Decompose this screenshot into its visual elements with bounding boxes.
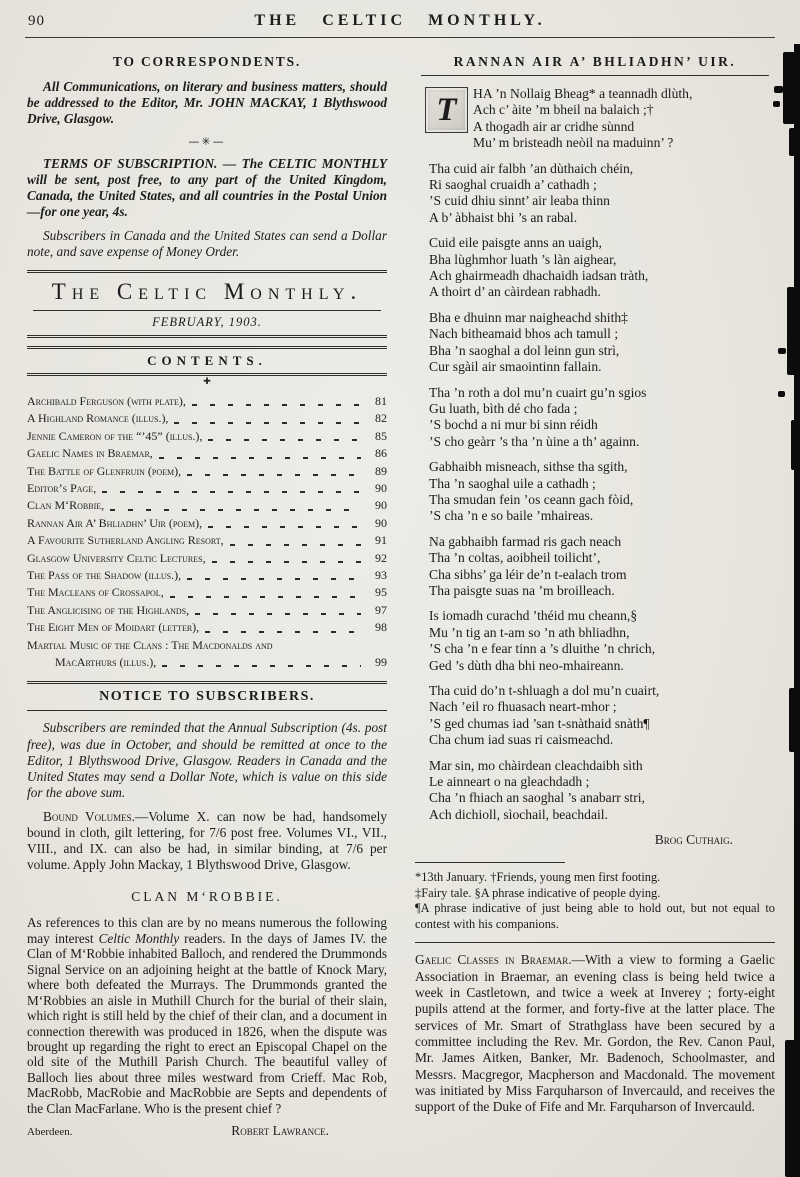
poem-stanza [429, 161, 775, 227]
poem-line: ’S bochd a ni mur bi sinn réidh [429, 417, 598, 433]
footnote-line: ¶A phrase indicative of just being able to hold out, but not equal to contest with his companions. [415, 901, 775, 931]
poem-line: Bha lùghmhor luath ’s làn aighear, [429, 251, 617, 267]
contents-item-title: The Macleans of Crossapol, [27, 585, 164, 600]
poem-line: Tha smudan fein ’os ceann gach fòid, [429, 491, 634, 507]
contents-item [27, 393, 387, 410]
correspondents-heading: TO CORRESPONDENTS. [112, 54, 302, 69]
footnotes [415, 870, 775, 932]
poem-line: A b’ àbhaist bhi ’s an rabal. [429, 209, 578, 225]
page-number: 90 [28, 13, 45, 29]
toc-dash-leader [174, 422, 361, 424]
gaelic-classes-paragraph [415, 952, 775, 1115]
poem-line: Ach dichioll, sìochail, beachdail. [429, 806, 608, 822]
poem-heading: RANNAN AIR A’ BHLIADHN’ UIR. [421, 54, 769, 76]
clan-article-body [27, 915, 387, 1116]
contents-item [27, 463, 387, 480]
poem-line: Na gabhaibh farmad ris gach neach [429, 533, 622, 549]
clan-footer [27, 1123, 387, 1139]
contents-item [27, 584, 387, 601]
cross-ornament: ✚ [203, 376, 211, 387]
masthead-issue-date: FEBRUARY, 1903. [152, 314, 262, 329]
poem-stanza [429, 758, 775, 824]
toc-dash-leader [110, 509, 361, 511]
contents-page-number: 86 [375, 446, 387, 461]
poem-line: ’S cuid dhiu sinnt’ air leaba thinn [429, 193, 610, 209]
poem-line: Bha ’n saoghal a dol leinn gun strì, [429, 342, 620, 358]
scan-artifact [785, 1040, 800, 1177]
contents-item-title: Archibald Ferguson (with plate), [27, 393, 186, 408]
contents-item [27, 480, 387, 497]
poem-line: Is iomadh curachd ’théid mu cheann,§ [429, 608, 638, 624]
toc-dash-leader [208, 439, 361, 441]
notice-reminder: Subscribers are reminded that the Annual Subscription (4s. post free), was due in October, and should be remitted at once to the Editor, 1 Blythswood Drive, Glasgow. Readers in Canada and the United States may send a Dollar Note, which is value on this side for the above sum. [27, 720, 387, 801]
poem-line: HA ’n Nollaig Bheag* a teannadh dlùth, [473, 86, 693, 101]
contents-page-number: 90 [375, 481, 387, 495]
contents-item-title: A Highland Romance (illus.), [27, 411, 169, 426]
contents-page-number: 90 [375, 515, 387, 530]
contents-item-title: Jennie Cameron of the “’45” (illus.), [27, 428, 203, 443]
section-divider-rule [415, 942, 775, 943]
poem-line: Ach c’ àite ’m bheil na balaich ;† [473, 102, 654, 118]
poem-line: Tha paisgte suas na ’m broilleach. [429, 582, 615, 598]
footnote-line: ‡Fairy tale. §A phrase indicative of people dying. [415, 885, 661, 900]
poem-stanza [429, 608, 775, 674]
journal-title: THE CELTIC MONTHLY. [254, 12, 546, 29]
contents-item [27, 515, 387, 532]
footnote-rule [415, 862, 565, 863]
toc-dash-leader [102, 491, 361, 493]
contents-item [27, 445, 387, 462]
poem-author-signature: Brog Cuthaig. [654, 832, 733, 848]
scan-artifact [791, 420, 800, 470]
contents-item-title: The Battle of Glenfruin (poem), [27, 463, 182, 478]
notice-heading: NOTICE TO SUBSCRIBERS. [27, 689, 387, 711]
contents-item-title: The Pass of the Shadow (illus.), [27, 568, 182, 583]
contents-page-number: 85 [375, 428, 387, 443]
poem-stanza [429, 86, 775, 152]
contents-page-number: 92 [375, 550, 387, 565]
toc-dash-leader [230, 544, 361, 546]
page-columns [0, 38, 800, 1139]
poem-body [415, 86, 775, 823]
contents-item-title: A Favourite Sutherland Angling Resort, [27, 533, 224, 548]
poem-line: ’S ged chumas iad ’san t-snàthaid snàth¶ [429, 715, 650, 731]
contents-section [27, 346, 387, 676]
bound-volumes-paragraph [27, 809, 387, 874]
toc-dash-leader [187, 474, 361, 476]
news-section [415, 952, 775, 1115]
contents-list [27, 393, 387, 676]
poem-line: Cuid eile paisgte anns an uaigh, [429, 235, 602, 251]
contents-item-title: Editor’s Page, [27, 481, 97, 495]
contents-page-number: 93 [375, 568, 387, 583]
contents-item [27, 567, 387, 584]
poem-stanza [429, 534, 775, 600]
poem-section [415, 54, 775, 848]
poem-stanza [429, 459, 775, 525]
divider-ornament: —✳— [188, 134, 226, 148]
scan-artifact [789, 688, 800, 752]
clan-section [27, 889, 387, 1139]
contents-heading: CONTENTS. [147, 352, 267, 368]
page-header [0, 0, 800, 32]
gaelic-classes-lead: Gaelic Classes in Braemar. [415, 952, 572, 968]
contents-item [27, 532, 387, 549]
contents-item [27, 654, 387, 671]
scan-artifact [774, 86, 783, 93]
poem-line: Tha ’n roth a dol mu’n cuairt gu’n sgios [429, 384, 647, 400]
contents-item-title: Gaelic Names in Braemar, [27, 446, 153, 461]
notice-section [27, 681, 387, 873]
poem-line: Ged ’s dùth dha bhi neo-mhaireann. [429, 657, 624, 673]
masthead [27, 270, 387, 338]
scan-artifact [787, 287, 800, 375]
left-column [27, 50, 387, 1139]
poem-line: Mu ’n tig an t-am so ’n ath bhliadhn, [429, 624, 630, 640]
contents-page-number: 98 [375, 620, 387, 635]
poem-line: Tha ’n saoghal uile a cathadh ; [429, 475, 596, 491]
bound-volumes-lead: Bound Volumes. [43, 808, 135, 824]
poem-line: Cha sibhs’ ga léir de’n t-ealach trom [429, 566, 627, 582]
toc-dash-leader [195, 613, 361, 615]
contents-item-first-line: Martial Music of the Clans : The Macdonalds and [27, 637, 273, 652]
contents-item-title: Glasgow University Celtic Lectures, [27, 550, 206, 565]
poem-line: Cha ’n fhiach an saoghal ’s anabarr stri, [429, 790, 645, 806]
contents-page-number: 90 [375, 498, 387, 513]
toc-dash-leader [192, 404, 361, 406]
contents-item-title: MacArthurs (illus.), [55, 655, 157, 670]
poem-line: Mar sin, mo chàirdean cleachdaibh sìth [429, 757, 643, 773]
clan-body-pre: As references to this clan are by no means numerous the following may interest [27, 915, 387, 946]
contents-page-number: 95 [375, 585, 387, 600]
dropcap-letter: T [436, 92, 457, 128]
poem-stanza [429, 235, 775, 301]
correspondents-section [27, 54, 387, 260]
scan-artifact [783, 52, 800, 124]
clan-body-post: readers. In the days of James IV. the Clan of M‘Robbie inhabited Balloch, and rendered the Drummonds Signal Service on an adjoining height at the battle of Knock Mary, where both defeated the Murrays. The Drummonds granted the M‘Robbies an aisle in Muthill Church for the burial of their slain, which right is still held by the chief of their clan, and a document in connection therewith was produced in 1826, when the dispute was brought up regarding the right to erect an Episcopal Chapel on the old site of the Muthill Parish Church. The beautiful valley of Balloch lies about three miles westward from Crieff. Mac Rob, MacRobb, MacRobie and MacRobbie are Septs and dependents of the Clan MacFarlane. Who is the present chief ? [27, 930, 387, 1116]
poem-line: ’S cha ’n e so baile ’mhaireas. [429, 508, 594, 524]
contents-page-number: 81 [375, 393, 387, 408]
contents-item-title: Rannan Air A’ Bhliadhn’ Uir (poem), [27, 515, 203, 530]
masthead-title: The Celtic Monthly. [33, 279, 381, 311]
toc-dash-leader [170, 596, 361, 598]
contents-page-number: 91 [375, 533, 387, 548]
contents-page-number: 97 [375, 602, 387, 617]
contents-item [27, 428, 387, 445]
clan-body-emphasis: Celtic Monthly [98, 930, 180, 946]
contents-item [27, 550, 387, 567]
contents-item-title: Clan M‘Robbie, [27, 498, 105, 513]
clan-heading: CLAN M‘ROBBIE. [131, 889, 283, 905]
scan-artifact [778, 391, 785, 397]
contents-item [27, 602, 387, 619]
toc-dash-leader [205, 631, 361, 633]
poem-line: Le ainneart o na gleachdadh ; [429, 774, 590, 790]
poem-stanzas [429, 86, 775, 823]
bound-volumes-body: —Volume X. can now be had, handsomely bound in cloth, gilt lettering, for 7/6 post free. Volumes VI., VII., VIII., and IX. can also be had, in similar binding, at 7/6 per volume. Apply John Mackay, 1 Blythswood Drive, Glasgow. [27, 808, 387, 873]
correspondents-address: All Communications, on literary and business matters, should be addressed to the Editor, Mr. JOHN MACKAY, 1 Blythswood Drive, Glasgow. [27, 79, 387, 127]
poem-line: Nach bitheamaid bhos ach tamull ; [429, 326, 619, 342]
right-column [415, 50, 775, 1123]
contents-rule [27, 373, 387, 376]
poem-line: Gu luath, bìth dé cho fada ; [429, 400, 578, 416]
contents-page-number: 82 [375, 411, 387, 426]
poem-stanza [429, 385, 775, 451]
toc-dash-leader [162, 665, 361, 667]
clan-place: Aberdeen. [27, 1126, 73, 1139]
toc-dash-leader [208, 526, 361, 528]
poem-line: Nach ’eil ro fhuasach neart-mhor ; [429, 699, 617, 715]
gaelic-classes-body: —With a view to forming a Gaelic Association in Braemar, an evening class is being held twice a week in Castletown, and twice a week at Inverey ; forty-eight pupils attend at the former, and forty-five at the latter place. The services of Mr. Smart of Strathglass have been secured by a committee including the Rev. Mr. Gordon, the Rev. Canon Paul, Mr. James Aitken, Banker, Mr. Badenoch, Schoolmaster, and Messrs. Macgregor, Macpherson and Macdonald. The movement was initiated by Miss Farquharson of Invercauld, and receives the support of the Duke of Fife and Mr. Farquharson of Invercauld. [415, 952, 775, 1115]
poem-line: Cur sgàil air smaointinn fallain. [429, 359, 602, 375]
contents-item-title: The Eight Men of Moidart (letter), [27, 620, 200, 635]
scan-artifact [773, 101, 780, 107]
subscription-terms: TERMS OF SUBSCRIPTION. — The CELTIC MONTHLY will be sent, post free, to any part of the United Kingdom, Canada, the United States, and all countries in the Postal Union—for one year, 4s. [27, 155, 387, 220]
poem-line: Ach ghairmeadh dhachaidh iadsan tràth, [429, 268, 649, 284]
poem-line: Cha chum iad suas ri caismeachd. [429, 732, 614, 748]
poem-stanza [429, 310, 775, 376]
poem-line: A thoirt d’ an càirdean rabhadh. [429, 284, 601, 300]
contents-page-number: 89 [375, 463, 387, 478]
contents-item [27, 619, 387, 636]
poem-line: Tha cuid do’n t-shluagh a dol mu’n cuairt, [429, 683, 660, 698]
dropcap-initial [425, 87, 468, 133]
toc-dash-leader [159, 457, 361, 459]
poem-line: ’S cha ’n e fear tinn a ’s dluithe ’n chrich, [429, 641, 656, 657]
footnote-line: *13th January. †Friends, young men first footing. [415, 870, 661, 885]
poem-line: Tha cuid air falbh ’an dùthaich chéin, [429, 160, 634, 176]
poem-line: ’S cho geàrr ’s tha ’n ùine a th’ againn. [429, 433, 640, 449]
poem-line: Ri saoghal cruaidh a’ cathadh ; [429, 177, 597, 193]
scan-artifact [778, 348, 786, 354]
poem-line: A thogadh air ar cridhe sùnnd [473, 118, 635, 134]
poem-line: Tha ’n coltas, aoibheil toilicht’, [429, 550, 601, 566]
poem-line: Mu’ m bristeadh neòil na maduinn’ ? [473, 135, 674, 151]
contents-item-title: The Anglicising of the Highlands, [27, 602, 190, 617]
toc-dash-leader [187, 578, 361, 580]
scan-artifact [789, 128, 800, 156]
clan-author-signature: Robert Lawrance. [231, 1123, 329, 1139]
poem-line: Bha e dhuinn mar naigheachd shith‡ [429, 309, 628, 325]
contents-page-number: 99 [375, 655, 387, 670]
scan-artifact [794, 44, 800, 1177]
contents-item [27, 410, 387, 427]
canada-note: Subscribers in Canada and the United States can send a Dollar note, and save expense of Money Order. [27, 227, 387, 259]
toc-dash-leader [212, 561, 361, 563]
poem-stanza [429, 683, 775, 749]
poem-line: Gabhaibh misneach, sithse tha sgith, [429, 459, 628, 475]
contents-item [27, 497, 387, 514]
